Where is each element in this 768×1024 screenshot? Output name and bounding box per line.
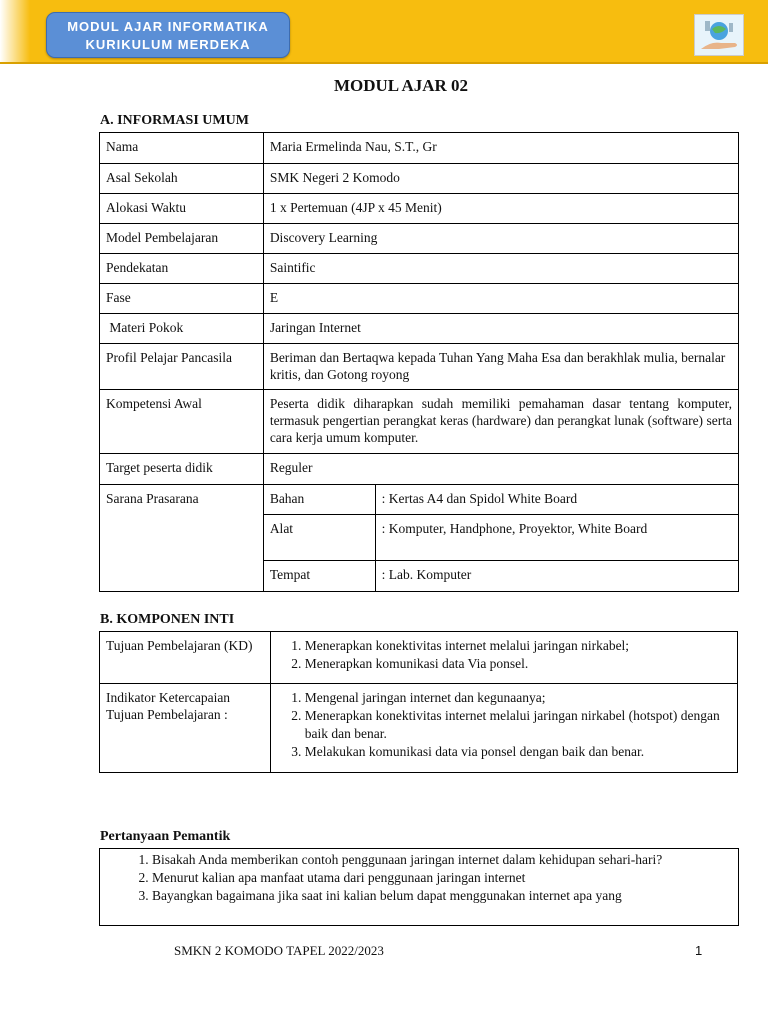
header-fade: [0, 0, 30, 62]
row-value: Peserta didik diharapkan sudah memiliki pemahaman dasar tentang komputer, termasuk pengertian perangkat keras (hardware) dan perangkat lunak (software) serta cara kerja umum komputer.: [263, 390, 738, 454]
badge-line-2: KURIKULUM MERDEKA: [85, 37, 251, 52]
table-row: [100, 390, 739, 454]
sarana-value: : Komputer, Handphone, Proyektor, White Board: [375, 515, 738, 561]
sarana-value: : Lab. Komputer: [375, 561, 738, 592]
row-value: SMK Negeri 2 Komodo: [263, 164, 738, 194]
table-row: [100, 849, 739, 926]
row-value: 1 x Pertemuan (4JP x 45 Menit): [263, 194, 738, 224]
row-label: Model Pembelajaran: [100, 224, 264, 254]
row-label: Pendekatan: [100, 254, 264, 284]
row-label: Profil Pelajar Pancasila: [100, 344, 264, 390]
row-value: Jaringan Internet: [263, 314, 738, 344]
pertanyaan-heading: Pertanyaan Pemantik: [100, 829, 231, 844]
module-badge: [46, 12, 290, 58]
globe-hand-icon: [695, 15, 743, 55]
row-label: Target peserta didik: [100, 454, 264, 485]
table-row: [100, 254, 739, 284]
row-label: Kompetensi Awal: [100, 390, 264, 454]
list-item: 2. Menurut kalian apa manfaat utama dari penggunaan jaringan internet: [152, 869, 732, 887]
pertanyaan-cell: [100, 849, 739, 926]
sarana-key: Bahan: [263, 485, 375, 515]
sarana-key: Alat: [263, 515, 375, 561]
tujuan-list-cell: [270, 632, 737, 684]
list-item: 3. Bayangkan bagaimana jika saat ini kalian belum dapat menggunakan internet apa yang: [152, 887, 732, 905]
table-row: [100, 164, 739, 194]
table-row: [100, 632, 738, 684]
tujuan-label: Tujuan Pembelajaran (KD): [100, 632, 271, 684]
komponen-inti-table: [99, 631, 738, 773]
informasi-umum-table: [99, 132, 739, 592]
list-item: 1. Menerapkan konektivitas internet melalui jaringan nirkabel;: [305, 637, 731, 655]
table-row: [100, 314, 739, 344]
table-row: [100, 194, 739, 224]
row-value: Maria Ermelinda Nau, S.T., Gr: [263, 133, 738, 164]
section-a-heading: A. INFORMASI UMUM: [100, 113, 249, 128]
page-number: 1: [695, 943, 703, 958]
table-row: [100, 485, 739, 515]
indikator-list: [277, 689, 731, 761]
sarana-label: Sarana Prasarana: [100, 485, 264, 592]
list-item: 2. Menerapkan konektivitas internet melalui jaringan nirkabel (hotspot) dengan baik dan benar.: [305, 707, 731, 743]
table-row: [100, 224, 739, 254]
indikator-list-cell: [270, 684, 737, 773]
row-value: E: [263, 284, 738, 314]
section-b-heading: B. KOMPONEN INTI: [100, 612, 235, 627]
logo-image: [694, 14, 744, 56]
sarana-value: : Kertas A4 dan Spidol White Board: [375, 485, 738, 515]
page-title: MODUL AJAR 02: [333, 76, 469, 95]
list-item: 3. Melakukan komunikasi data via ponsel dengan baik dan benar.: [305, 743, 731, 761]
table-row: [100, 133, 739, 164]
table-row: [100, 684, 738, 773]
row-label: Nama: [100, 133, 264, 164]
list-item: 2. Menerapkan komunikasi data Via ponsel.: [305, 655, 731, 673]
sarana-key: Tempat: [263, 561, 375, 592]
row-value: Reguler: [263, 454, 738, 485]
list-item: 1. Mengenal jaringan internet dan kegunaanya;: [305, 689, 731, 707]
row-label: Fase: [100, 284, 264, 314]
indikator-label: Indikator Ketercapaian Tujuan Pembelajaran :: [100, 684, 271, 773]
row-value: Saintific: [263, 254, 738, 284]
pertanyaan-list: [124, 851, 732, 905]
footer-text: SMKN 2 KOMODO TAPEL 2022/2023: [174, 943, 384, 958]
table-row: [100, 284, 739, 314]
row-label: Asal Sekolah: [100, 164, 264, 194]
badge-line-1: MODUL AJAR INFORMATIKA: [67, 19, 269, 34]
tujuan-list: [277, 637, 731, 673]
row-label: Alokasi Waktu: [100, 194, 264, 224]
table-row: [100, 454, 739, 485]
row-value: Discovery Learning: [263, 224, 738, 254]
pertanyaan-table: [99, 848, 739, 926]
row-value: Beriman dan Bertaqwa kepada Tuhan Yang Maha Esa dan berakhlak mulia, bernalar kritis, dan Gotong royong: [263, 344, 738, 390]
row-label: Materi Pokok: [100, 314, 264, 344]
list-item: 1. Bisakah Anda memberikan contoh penggunaan jaringan internet dalam kehidupan sehari-hari?: [152, 851, 732, 869]
table-row: [100, 344, 739, 390]
